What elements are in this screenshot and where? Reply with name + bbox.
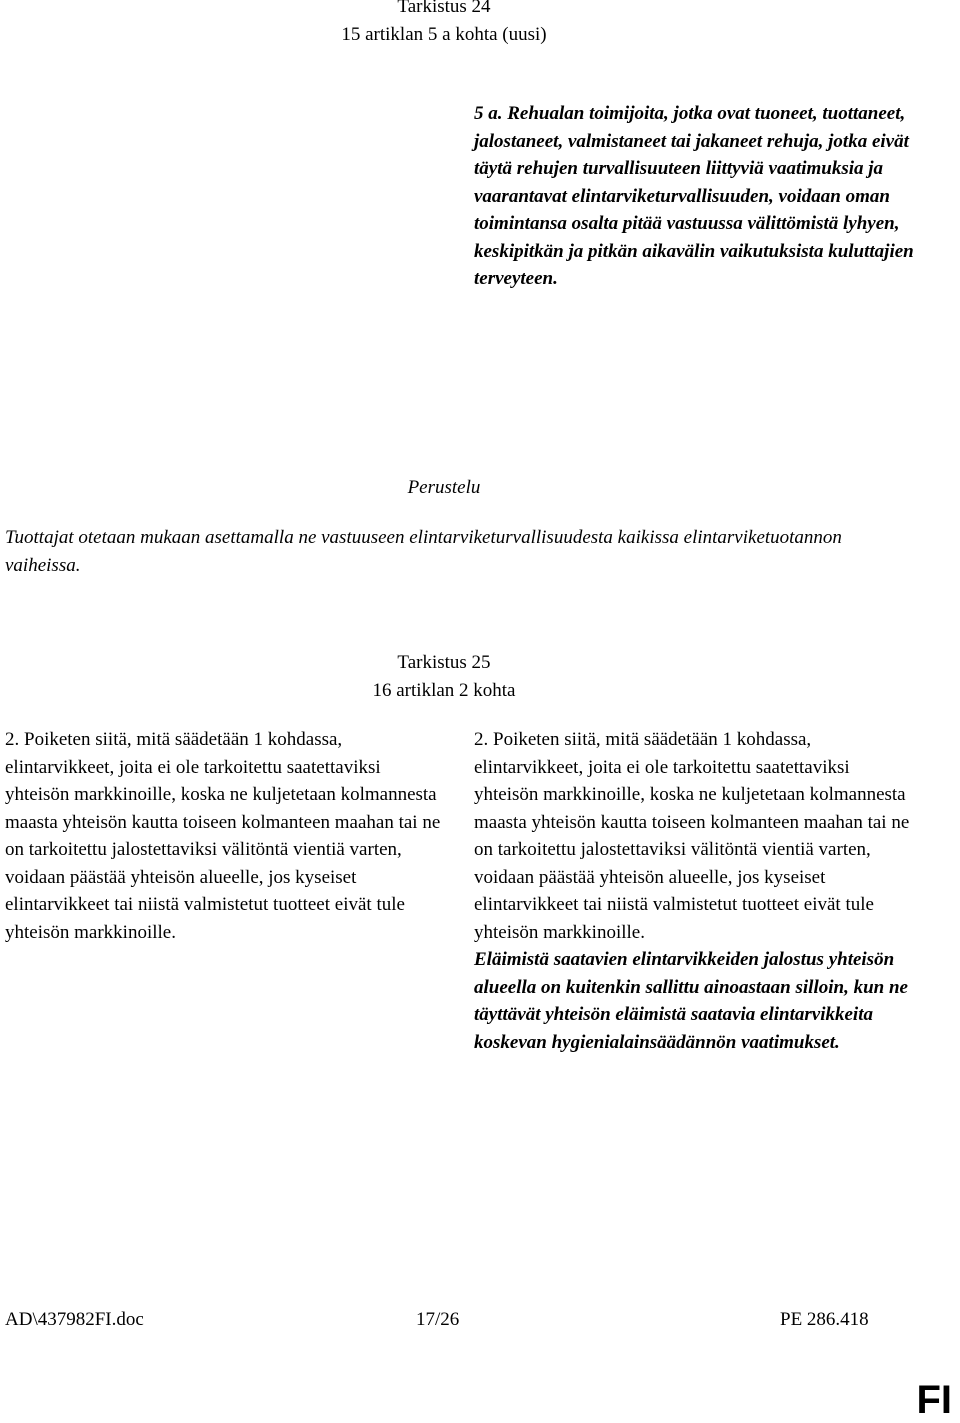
amendment-number: Tarkistus 24 — [397, 0, 491, 17]
amendment-number: Tarkistus 25 — [397, 652, 491, 673]
amendment-24-text: 5 a. Rehualan toimijoita, jotka ovat tuoneet, tuottaneet, jalostaneet, valmistaneet tai jakaneet rehuja, jotka eivät täytä rehujen turvallisuuteen liittyviä vaatimuksia ja vaarantavat elintarviketurvallisuuden, voidaan oman toimintansa osalta pitää vastuussa välittömistä lyhyen, keskipitkän ja pitkän aikavälin vaikutuksista kuluttajien terveyteen. — [474, 103, 914, 289]
justification-text: Tuottajat otetaan mukaan asettamalla ne vastuuseen elintarviketurvallisuudesta kaikissa elintarviketuotannon vaiheissa. — [5, 527, 842, 576]
language-code: FI — [916, 1378, 952, 1422]
commission-text-column: 2. Poiketen siitä, mitä säädetään 1 kohdassa, elintarvikkeet, joita ei ole tarkoitettu saatettaviksi yhteisön markkinoille, koska ne kuljetetaan kolmannesta maasta yhteisön kautta toiseen kolmanteen maahan tai ne on tarkoitettu jalostettaviksi välitöntä vientiä varten, voidaan päästää yhteisön alueelle, jos kyseiset elintarvikkeet tai niistä valmistetut tuotteet eivät tule yhteisön markkinoille. — [5, 729, 441, 943]
amendment-reference: 15 artiklan 5 a kohta (uusi) — [341, 23, 547, 45]
footer-page-number: 17/26 — [416, 1309, 460, 1330]
justification-heading: Perustelu — [407, 477, 481, 498]
amendment-24-header — [0, 0, 888, 48]
parliament-added-text: Eläimistä saatavien elintarvikkeiden jalostus yhteisön alueella on kuitenkin sallittu ainoastaan silloin, kun ne täyttävät yhteisön eläimistä saatavia elintarvikkeita koskevan hygienialainsäädännön vaatimukset. — [474, 949, 908, 1053]
parliament-amendment-column — [474, 726, 914, 1056]
footer-document-reference: AD\437982FI.doc — [5, 1309, 144, 1330]
amendment-25-header — [0, 649, 888, 704]
footer-pe-number: PE 286.418 — [780, 1309, 869, 1330]
parliament-text: 2. Poiketen siitä, mitä säädetään 1 kohdassa, elintarvikkeet, joita ei ole tarkoitettu saatettaviksi yhteisön markkinoille, koska ne kuljetetaan kolmannesta maasta yhteisön kautta toiseen kolmanteen maahan tai ne on tarkoitettu jalostettaviksi välitöntä vientiä varten, voidaan päästää yhteisön alueelle, jos kyseiset elintarvikkeet tai niistä valmistetut tuotteet eivät tule yhteisön markkinoille. — [474, 729, 910, 943]
amendment-reference: 16 artiklan 2 kohta — [372, 679, 516, 701]
